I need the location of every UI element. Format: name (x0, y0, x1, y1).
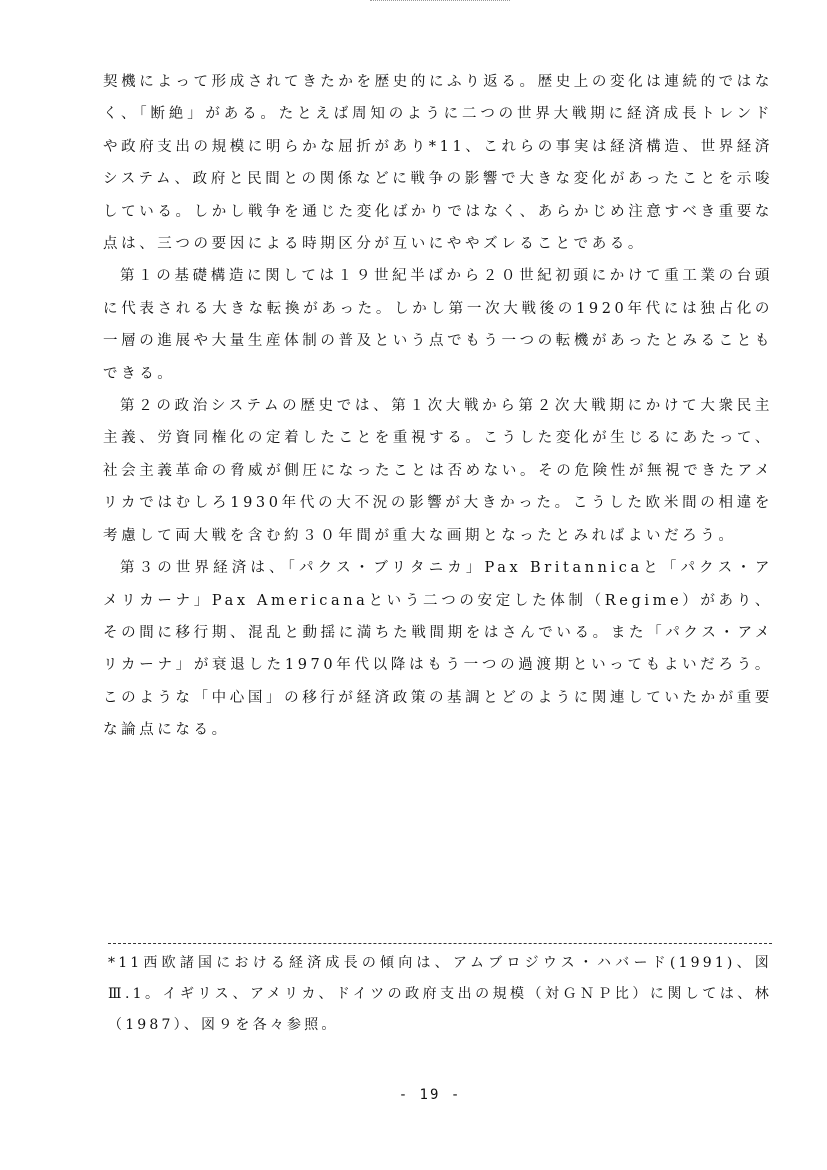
paragraph-continuation: 契機によって形成されてきたかを歴史的にふり返る。歴史上の変化は連続的ではなく、「断絶」がある。たとえば周知のように二つの世界大戦期に経済成長トレンドや政府支出の規模に明らかな屈折があり*11、これらの事実は経済構造、世界経済システム、政府と民間との関係などに戦争の影響で大きな変化があったことを示唆している。しかし戦争を通じた変化ばかりではなく、あらかじめ注意すべき重要な点は、三つの要因による時期区分が互いにややズレることである。 (103, 74, 773, 253)
paragraph-political-system: 第２の政治システムの歴史では、第１次大戦から第２次大戦期にかけて大衆民主主義、労資同権化の定着したことを重視する。こうした変化が生じるにあたって、社会主義革命の脅威が側圧になったことは否めない。その危険性が無視できたアメリカではむしろ1930年代の大不況の影響が大きかった。こうした欧米間の相違を考慮して両大戦を含む約３０年間が重大な画期となったとみればよいだろう。 (103, 398, 773, 544)
scan-header-mark (370, 0, 510, 6)
footnote: *11西欧諸国における経済成長の傾向は、アムブロジウス・ハバード(1991)、図Ⅲ.1。イギリス、アメリカ、ドイツの政府支出の規模（対ＧＮＰ比）に関しては、林（1987）、図９を各々参照。 (108, 955, 772, 1033)
footnote-separator (108, 943, 772, 944)
body-text (103, 66, 773, 747)
paragraph-base-structure: 第１の基礎構造に関しては１９世紀半ばから２０世紀初頭にかけて重工業の台頭に代表される大きな転換があった。しかし第一次大戦後の1920年代には独占化の一層の進展や大量生産体制の普及という点でもう一つの転機があったとみることもできる。 (103, 268, 773, 382)
paragraph-world-economy: 第３の世界経済は、「パクス・ブリタニカ」Pax Britannicaと「パクス・アメリカーナ」Pax Americanaという二つの安定した体制（Regime）があり、その間に移行期、混乱と動揺に満ちた戦間期をはさんでいる。また「パクス・アメリカーナ」が衰退した1970年代以降はもう一つの過渡期といってもよいだろう。このような「中心国」の移行が経済政策の基調とどのように関連していたかが重要な論点になる。 (103, 560, 773, 739)
page-number: - 19 - (398, 1087, 462, 1103)
